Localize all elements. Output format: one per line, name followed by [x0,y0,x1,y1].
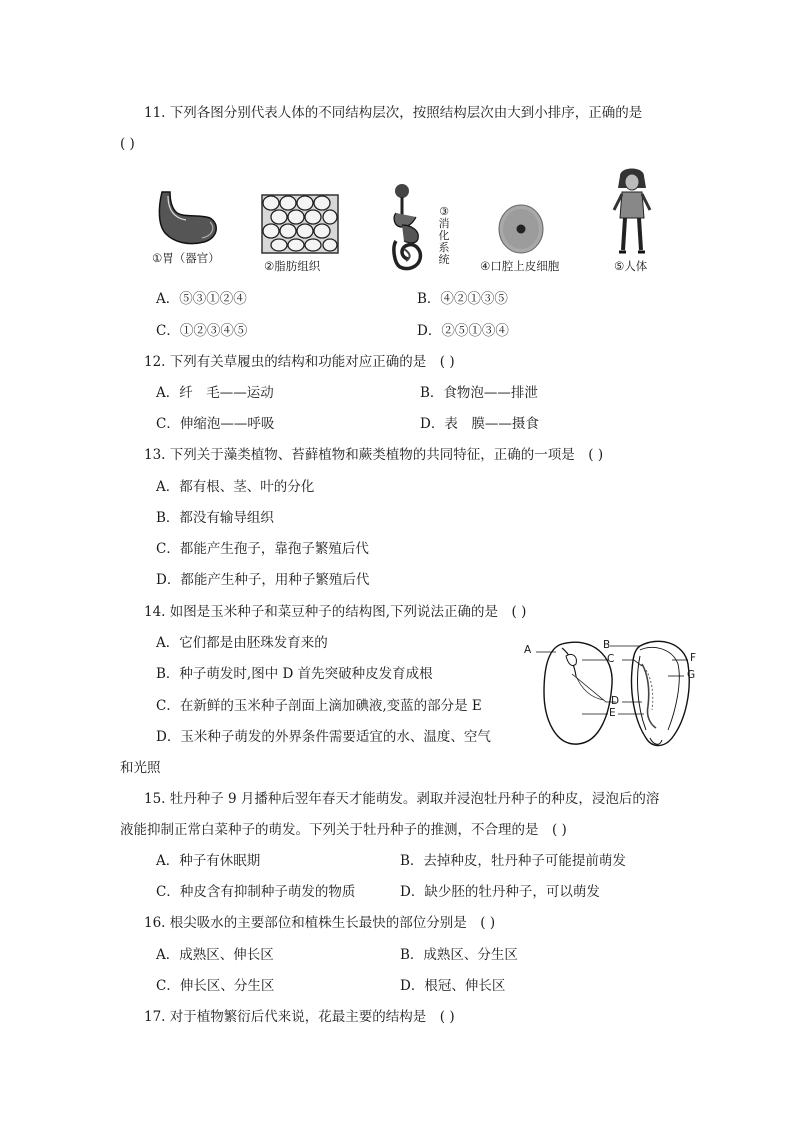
q11-answer-paren: ( ) [120,136,135,152]
digestive-system-figure [390,183,432,275]
q11-option-a: A．⑤③①②④ [156,291,247,307]
q12-option-d: D．表 膜——摄食 [420,416,539,432]
q15-stem-line2: 液能抑制正常白菜种子的萌发。下列关于牡丹种子的推测，不合理的是 ( ) [120,822,567,838]
q14-option-c: C．在新鲜的玉米种子剖面上滴加碘液,变蓝的部分是 E [156,698,482,714]
cheek-cell-figure [496,203,546,255]
q16-option-c: C．伸长区、分生区 [156,978,275,994]
q12-option-b: B．食物泡——排泄 [420,385,538,401]
q12-option-c: C．伸缩泡——呼吸 [156,416,275,432]
human-figure [610,166,654,256]
seed-structure-figure [522,634,706,752]
seed-label-c: C [607,653,615,665]
q14-option-b: B．种子萌发时,图中 D 首先突破种皮发育成根 [156,666,433,682]
seed-label-d: D [611,695,620,707]
human-label: ⑤人体 [614,259,648,273]
seed-label-a: A [524,644,532,656]
cheek-cell-label: ④口腔上皮细胞 [480,259,560,273]
q15-stem-line1: 15. 牡丹种子 9 月播种后翌年春天才能萌发。剥取并浸泡牡丹种子的种皮，浸泡后的溶 [144,791,660,807]
q15-option-c: C．种皮含有抑制种子萌发的物质 [156,884,356,900]
stomach-figure [152,188,224,246]
q11-option-b: B．④②①③⑤ [417,291,508,307]
q11-option-c: C．①②③④⑤ [156,323,248,339]
q12-option-a: A．纤 毛——运动 [156,385,274,401]
q15-option-a: A．种子有休眠期 [156,853,261,869]
q11-option-d: D．②⑤①③④ [417,323,509,339]
q14-option-d-continued: 和光照 [120,760,161,776]
digestive-label-3: 化 [438,229,450,242]
q13-option-a: A．都有根、茎、叶的分化 [156,479,315,495]
q17-stem: 17. 对于植物繁衍后代来说，花最主要的结构是 ( ) [144,1009,455,1025]
digestive-label-2: 消 [438,217,450,230]
q13-stem: 13. 下列关于藻类植物、苔藓植物和蕨类植物的共同特征，正确的一项是 ( ) [144,447,604,463]
q13-option-d: D．都能产生种子，用种子繁殖后代 [156,572,370,588]
q14-stem: 14. 如图是玉米种子和菜豆种子的结构图,下列说法正确的是 ( ) [144,604,527,620]
seed-label-g: G [687,669,696,681]
q15-option-d: D．缺少胚的牡丹种子，可以萌发 [400,884,600,900]
q13-option-b: B．都没有输导组织 [156,510,274,526]
q16-option-d: D．根冠、伸长区 [400,978,506,994]
q13-option-c: C．都能产生孢子，靠孢子繁殖后代 [156,541,369,557]
fat-tissue-figure [261,194,339,254]
digestive-label-5: 统 [438,253,450,266]
q16-stem: 16. 根尖吸水的主要部位和植株生长最快的部位分别是 ( ) [144,915,496,931]
seed-label-f: F [690,652,697,664]
q11-stem: 11. 下列各图分别代表人体的不同结构层次，按照结构层次由大到小排序，正确的是 [144,105,643,121]
fat-tissue-label: ②脂肪组织 [264,259,321,273]
q12-stem: 12. 下列有关草履虫的结构和功能对应正确的是 ( ) [144,354,455,370]
q16-option-b: B．成熟区、分生区 [400,947,518,963]
stomach-label: ①胃（器官） [152,251,220,265]
seed-label-e: E [609,707,616,719]
digestive-label-1: ③ [439,205,449,218]
seed-label-b: B [603,639,611,651]
digestive-label-4: 系 [438,241,450,254]
q14-option-a: A．它们都是由胚珠发育来的 [156,635,328,651]
q15-option-b: B．去掉种皮，牡丹种子可能提前萌发 [400,853,626,869]
q16-option-a: A．成熟区、伸长区 [156,947,274,963]
q14-option-d: D．玉米种子萌发的外界条件需要适宜的水、温度、空气 [156,729,491,745]
